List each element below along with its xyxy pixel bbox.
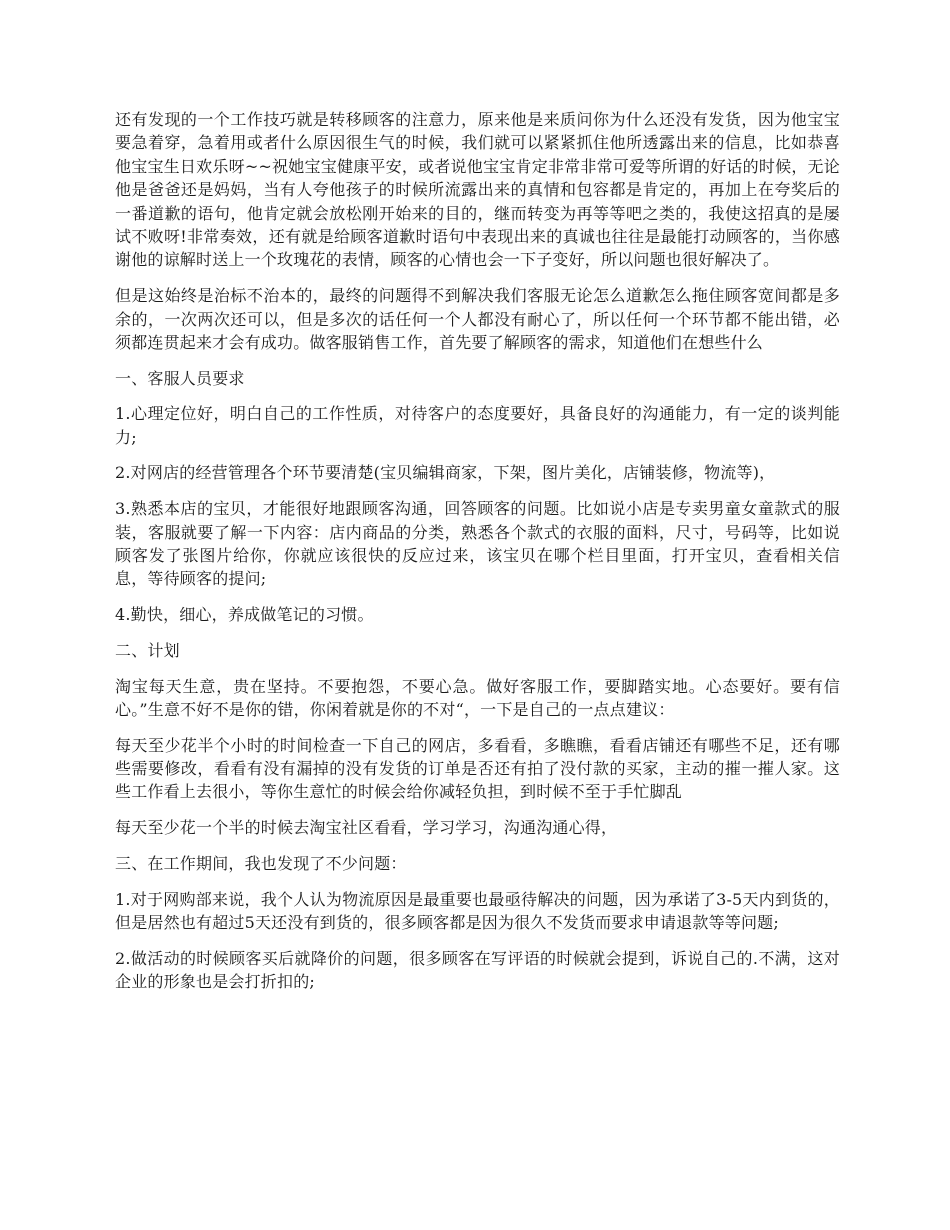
paragraph-plan-community: 每天至少花一个半的时候去淘宝社区看看，学习学习，沟通沟通心得， — [115, 818, 618, 838]
list-item-requirement-3: 3.熟悉本店的宝贝，才能很好地跟顾客沟通，回答顾客的问题。比如说小店是专卖男童女童款式的服装，客服就要了解一下内容：店内商品的分类，熟悉各个款式的衣服的面料，尺寸，号码等，比如说顾客发了张图片给你，你就应该很快的反应过来，该宝贝在哪个栏目里面，打开宝贝，查看相关信息，等待顾客的提问; — [115, 499, 840, 589]
list-item-requirement-4: 4.勤快，细心，养成做笔记的习惯。 — [115, 605, 374, 625]
list-item-requirement-2: 2.对网店的经营管理各个环节要清楚(宝贝编辑商家，下架，图片美化，店铺装修，物流等)， — [115, 463, 776, 483]
section-heading-problems: 三、在工作期间，我也发现了不少问题： — [115, 853, 407, 873]
paragraph-root-cause: 但是这始终是治标不治本的，最终的问题得不到解决我们客服无论怎么道歉怎么拖住顾客宽间都是多余的，一次两次还可以，但是多次的话任何一个人都没有耐心了，所以任何一个环节都不能出错，必须都连贯起来才会有成功。做客服销售工作，首先要了解顾客的需求，知道他们在想些什么 — [115, 286, 840, 352]
section-heading-plan: 二、计划 — [115, 640, 180, 660]
paragraph-plan-daily-check: 每天至少花半个小时的时间检查一下自己的网店，多看看，多瞧瞧，看看店铺还有哪些不足，还有哪些需要修改，看看有没有漏掉的没有发货的订单是否还有拍了没付款的买家，主动的摧一摧人家。这些工作看上去很小，等你生意忙的时候会给你减轻负担，到时候不至于手忙脚乱 — [115, 735, 840, 802]
paragraph-attention-technique: 还有发现的一个工作技巧就是转移顾客的注意力，原来他是来质问你为什么还没有发货，因为他宝宝要急着穿，急着用或者什么原因很生气的时候，我们就可以紧紧抓住他所透露出来的信息，比如恭喜他宝宝生日欢乐呀~~祝她宝宝健康平安，或者说他宝宝肯定非常非常可爱等所谓的好话的时候，无论他是爸爸还是妈妈，当有人夸他孩子的时候所流露出来的真情和包容都是肯定的，再加上在夸奖后的一番道歉的语句，他肯定就会放松刚开始来的目的，继而转变为再等等吧之类的，我使这招真的是屡试不败呀!非常奏效，还有就是给顾客道歉时语句中表现出来的真诚也往往是最能打动顾客的，当你感谢他的谅解时送上一个玫瑰花的表情，顾客的心情也会一下子变好，所以问题也很好解决了。 — [115, 110, 840, 270]
list-item-problem-1: 1.对于网购部来说，我个人认为物流原因是最重要也最亟待解决的问题，因为承诺了3-5天内到货的，但是居然也有超过5天还没有到货的，很多顾客都是因为很久不发货而要求申请退款等等问题; — [115, 889, 840, 932]
list-item-problem-2: 2.做活动的时候顾客买后就降价的问题，很多顾客在写评语的时候就会提到，诉说自己的.不满，这对企业的形象也是会打折扣的; — [115, 948, 840, 992]
section-heading-requirements: 一、客服人员要求 — [115, 368, 245, 388]
document-body — [115, 108, 840, 1006]
paragraph-plan-intro: 淘宝每天生意，贵在坚持。不要抱怨，不要心急。做好客服工作，要脚踏实地。心态要好。要有信心。”生意不好不是你的错，你闲着就是你的不对“，一下是自己的一点点建议： — [115, 676, 840, 719]
list-item-requirement-1: 1.心理定位好，明白自己的工作性质，对待客户的态度要好，具备良好的沟通能力，有一定的谈判能力; — [115, 404, 840, 447]
